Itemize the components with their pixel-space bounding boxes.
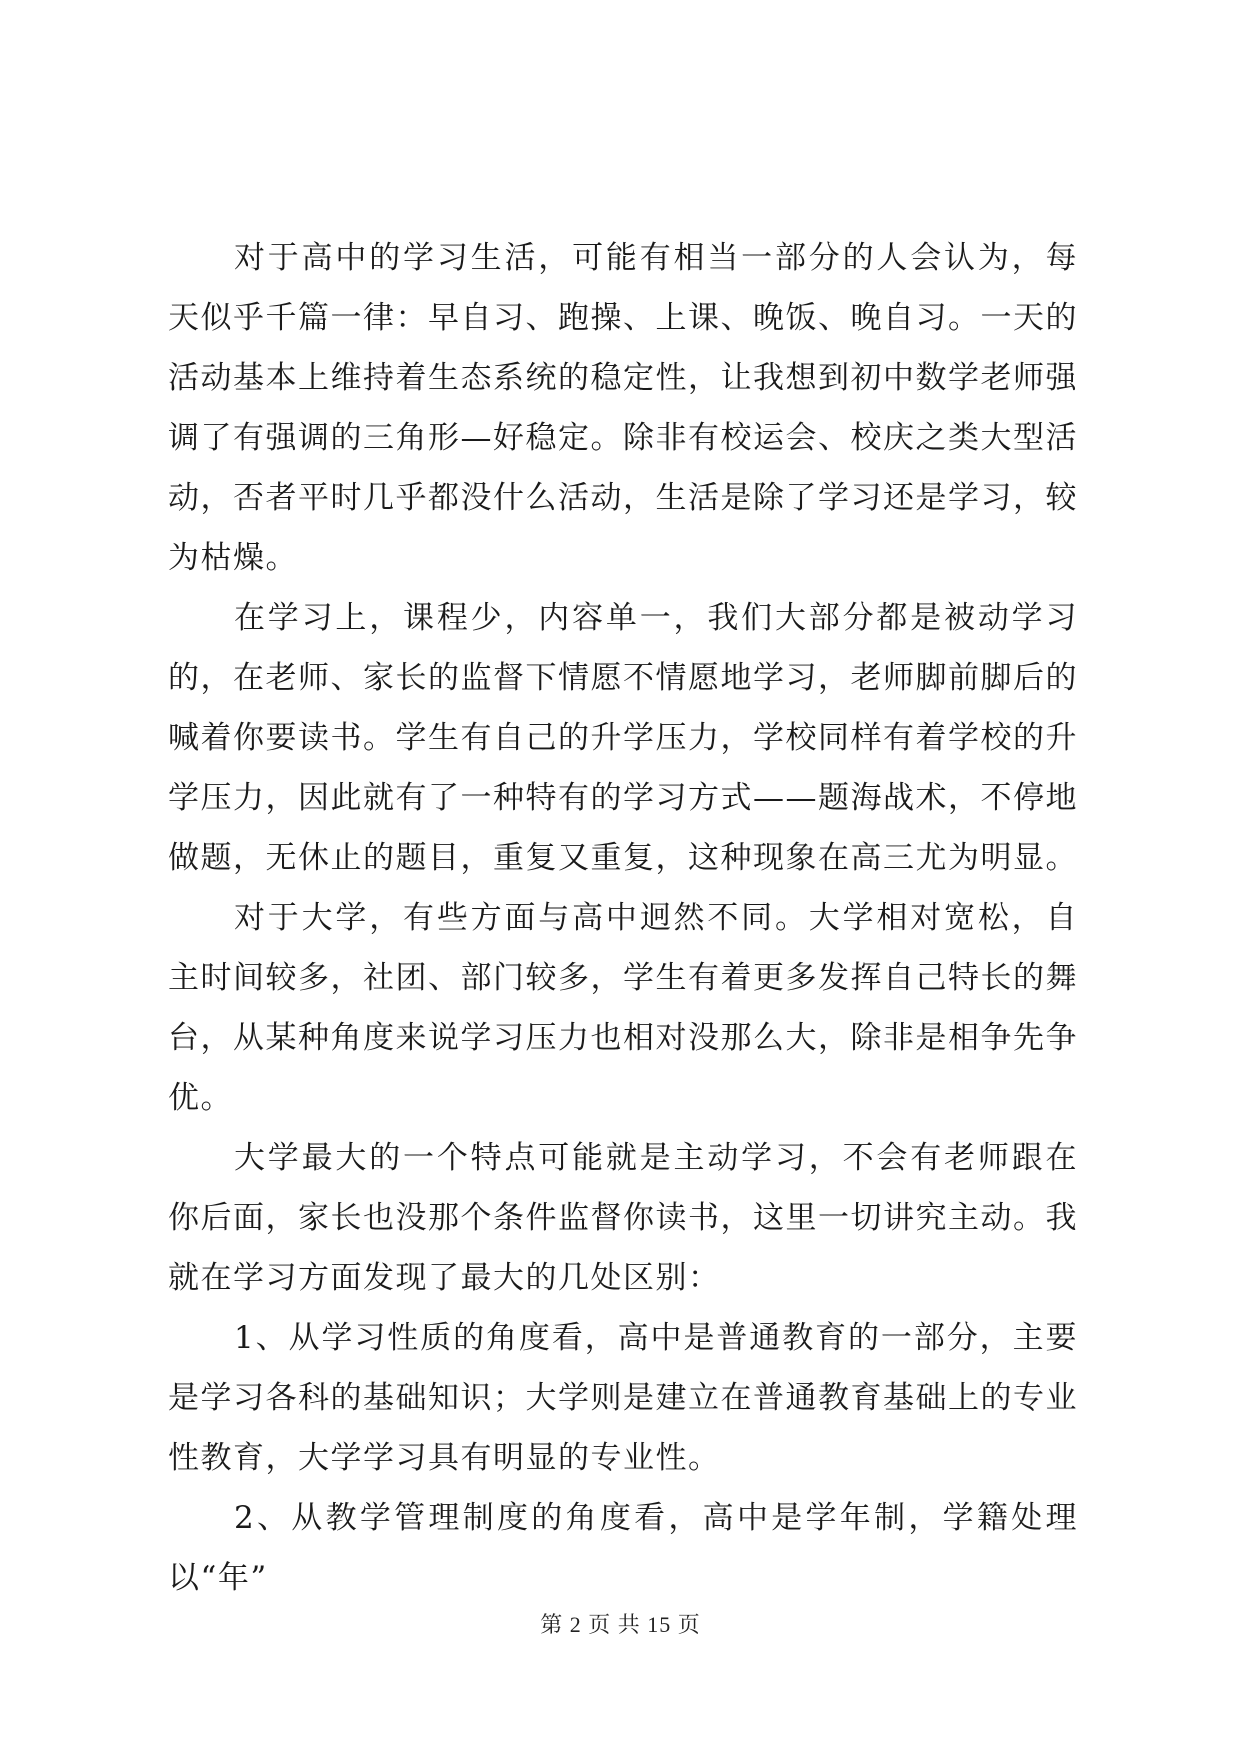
paragraph-point-2: 2、从教学管理制度的角度看，高中是学年制，学籍处理以“年” — [168, 1500, 1078, 1596]
paragraph-active-learning: 大学最大的一个特点可能就是主动学习，不会有老师跟在你后面，家长也没那个条件监督你读书，这里一切讲究主动。我就在学习方面发现了最大的几处区别： — [168, 1140, 1078, 1296]
paragraph-point-1: 1、从学习性质的角度看，高中是普通教育的一部分，主要是学习各科的基础知识；大学则是建立在普通教育基础上的专业性教育，大学学习具有明显的专业性。 — [168, 1320, 1078, 1476]
page-number-footer: 第 2 页 共 15 页 — [540, 1612, 701, 1637]
document-body — [168, 228, 1078, 1608]
paragraph-university-difference: 对于大学，有些方面与高中迥然不同。大学相对宽松，自主时间较多，社团、部门较多，学生有着更多发挥自己特长的舞台，从某种角度来说学习压力也相对没那么大，除非是相争先争优。 — [168, 900, 1078, 1116]
paragraph-study-pressure: 在学习上，课程少，内容单一，我们大部分都是被动学习的，在老师、家长的监督下情愿不情愿地学习，老师脚前脚后的喊着你要读书。学生有自己的升学压力，学校同样有着学校的升学压力，因此就有了一种特有的学习方式——题海战术，不停地做题，无休止的题目，重复又重复，这种现象在高三尤为明显。 — [168, 600, 1078, 876]
paragraph-high-school-life: 对于高中的学习生活，可能有相当一部分的人会认为，每天似乎千篇一律：早自习、跑操、上课、晚饭、晚自习。一天的活动基本上维持着生态系统的稳定性，让我想到初中数学老师强调了有强调的三角形—好稳定。除非有校运会、校庆之类大型活动，否者平时几乎都没什么活动，生活是除了学习还是学习，较为枯燥。 — [168, 240, 1078, 576]
